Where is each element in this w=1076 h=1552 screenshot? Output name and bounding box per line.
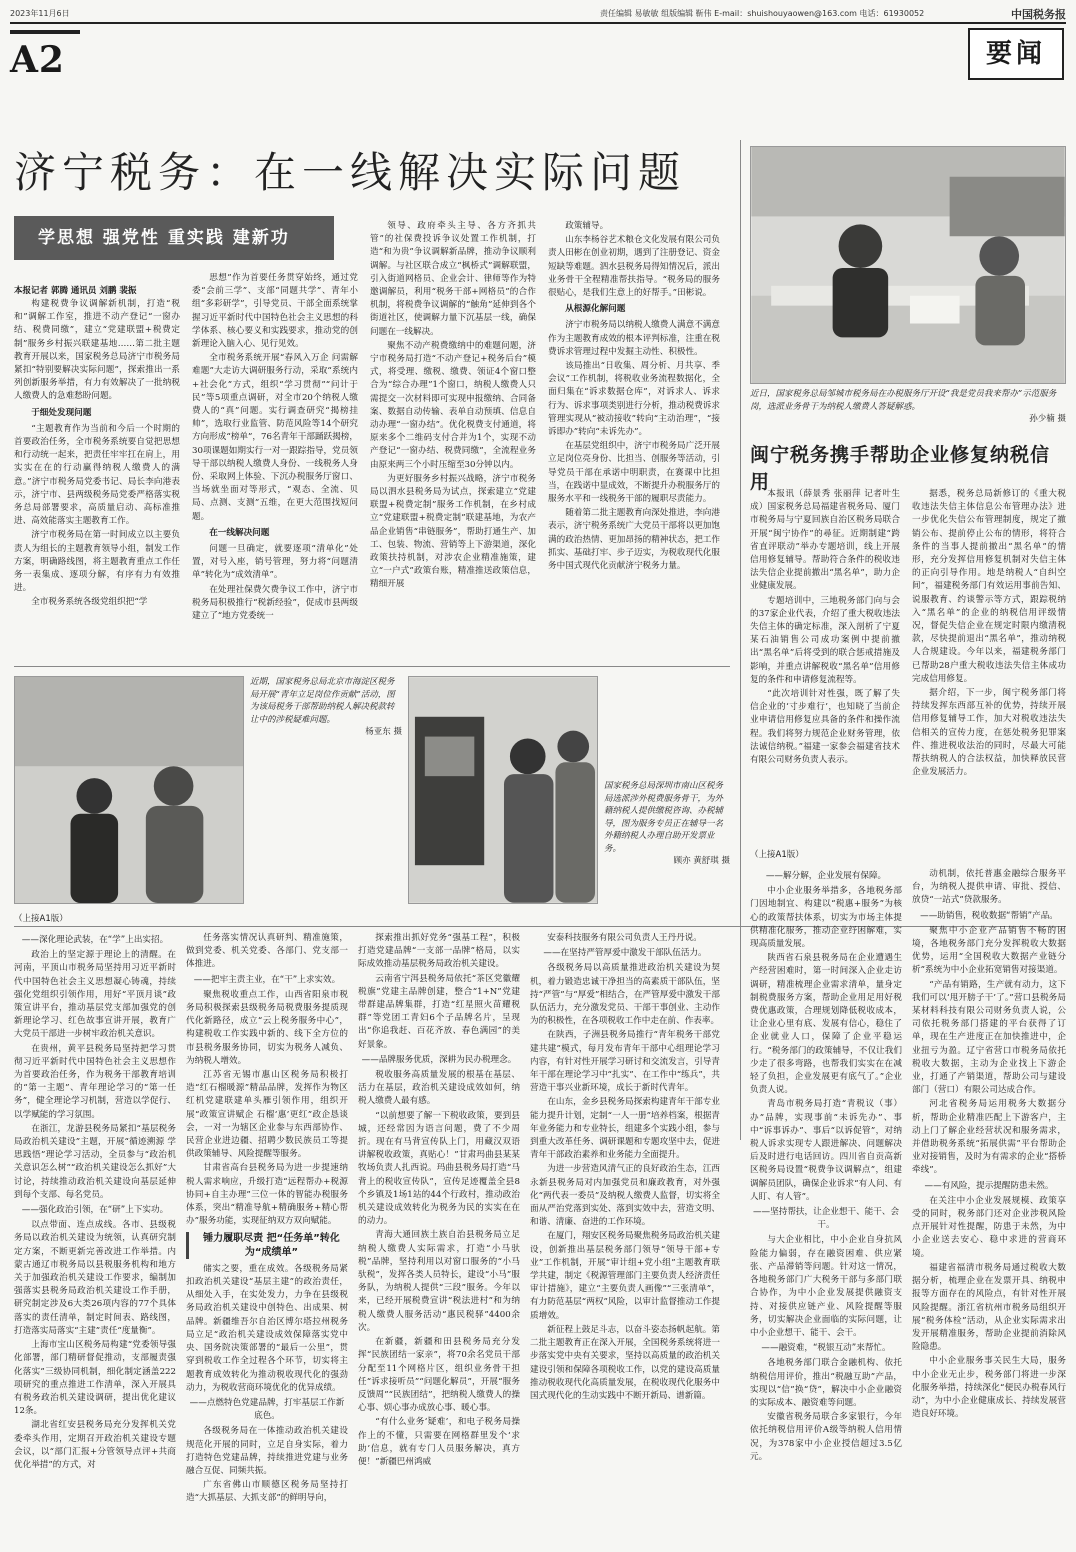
paragraph: “产品有销路，生产就有动力，这下我们可以‘甩开膀子干’了。”营口县税务局某材料科技有限公司财务负责人说，公司依托税务部门搭建的平台获得了订单，现在生产进度正在加快推进中，企业扭亏为盈。辽宁省营口市税务局依托税收大数据，主动为企业找上下游企业，打通了产销渠道，帮助公司与建设部门（营口）有限公司达成合作。	[912, 979, 1066, 1096]
byline: 本报记者 郭腾 通讯员 刘鹏 裴振	[14, 286, 137, 296]
nanshan-illustration	[409, 677, 597, 903]
paragraph: 云南省宁洱县税务局依托“茶区党徽耀税旗”党建主品牌创建，整合“1+N”党建带群建品牌集群，打造“红星照火苗耀税群”等党团工青妇6个子品牌名片，呈现出“你追我赶、百花齐放、春色满园”的美好景象。	[358, 973, 520, 1050]
kicker: ——助销售，税收数据“帮销”产品。	[920, 910, 1058, 921]
paragraph: 聚焦中小企业产品销售不畅的困境，各地税务部门充分发挥税收大数据优势，运用“全国税收大数据产业链分析”系统为中小企业拓宽销售对接渠道。	[912, 925, 1066, 976]
paragraph: 该局推出“日收集、周分析、月共享、季会议”工作机制，将税收业务流程数据化，全面归集在“诉求数据仓库”，对诉求人、诉求行为、诉求事项类别进行分析，推动税费诉求管理实现从“被动接收”转向“主动治理”，“接诉即办”转向“未诉先办”。	[548, 361, 720, 438]
newspaper-name: 中国税务报	[1011, 8, 1066, 21]
paragraph: 陕西省石泉县税务局在企业遭遇生产经营困难时，第一时间深入企业走访调研，精准梳理企业需求清单，量身定制税费服务方案，帮助企业用足用好税费优惠政策，合理规划降低税收成本，让企业心里有底、发展有信心，稳住了企业就业人口，保障了企业平稳运行。“税务部门的政策辅导，不仅让我们少走了很多弯路，也帮我们实实在在减轻了负担，企业发展更有底气了。”企业负责人说。	[750, 953, 902, 1096]
paragraph: 领导、政府牵头主导、各方齐抓共管”的社保费投诉争议处置工作机制，打造“和为贵”争议调解新品牌，推动争议顺利调解。与社区联合成立“枫桥式”调解联盟，引入街道网格员、企业会计、律师等作为特邀调解员，利用“税务干部+网格员”的合作机制，将税费争议调解的“触角”延伸到各个街道社区，使调解力量下沉基层一线，确保问题在一线解决。	[370, 221, 536, 337]
service-hall-illustration	[751, 147, 1065, 383]
side-article-column-1	[750, 488, 900, 844]
paragraph: 安泰科技服务有限公司负责人王丹丹说。	[547, 933, 702, 943]
lower-column-6	[912, 868, 1066, 1544]
paragraph: 随着第二批主题教育向深处推进，李向港表示，济宁税务系统广大党员干部将以更加饱满的政治热情、更加昂扬的精神状态，把工作抓实、基础打牢、步子迈实，为税收现代化服务中国式现代化贡献济宁税务力量。	[548, 508, 720, 572]
paragraph: 据介绍，下一步，闽宁税务部门将持续发挥东西部互补的优势，持续开展信用修复辅导工作，加大对税收违法失信相关的宣传力度，在惩处税务犯罪案件、推进税收法治的同时，尽最大可能帮扶纳税人的合法权益，加快释放民营企业发展活力。	[912, 688, 1066, 778]
main-article-column-4	[548, 220, 720, 644]
paragraph: 任务落实情况认真研判、精准施策，做到党委、机关党委、各部门、党支部一体推进。	[186, 933, 348, 970]
paragraph: 山东李杨谷艺术粮仓文化发展有限公司负责人田彬在创业初期，遇到了注册登记、资金短缺等难题。泗水县税务局得知情况后，派出业务骨干全程精准帮扶指导。“税务局的服务很贴心，是我们生意上的好帮手。”田彬说。	[548, 235, 720, 299]
paragraph: 聚焦不动产税费缴纳中的难题问题，济宁市税务局打造“不动产登记+税务后台”模式，将受理、缴税、缴费、领证4个窗口整合为“综合办理”1个窗口，纳税人缴费人只需提交一次材料即可实现申报缴纳、合同备案、数据自动传输、表单自动预填、信息自动办理“一窗办结”。优化税费支付通道，将原来多个二维码支付合并为1个，实现不动产登记“一窗办结、税费同缴”，全流程业务由原来两三个小时压缩至30分钟以内。	[370, 340, 536, 470]
lower-column-3	[358, 932, 520, 1544]
paragraph: 在贵州，黄平县税务局坚持把学习贯彻习近平新时代中国特色社会主义思想作为首要政治任务，作为税务干部教育培训的“第一主题”、青年理论学习的“第一任务”，健全理论学习机制，营造以学促行、以学赋能的学习氛围。	[14, 1043, 176, 1120]
paragraph: 上海市宝山区税务局构建“党委领导强化部署，部门精研督促推动，支部履责强化落实”三级协同机制，细化制定涵盖222项研究的重点推进工作清单，深入开展具有税务政治机关建设调研，提出优化建议12条。	[14, 1340, 176, 1417]
paragraph: 济宁市税务局以纳税人缴费人满意不满意作为主题教育成效的根本评判标准，注重在税费诉求管理过程中发掘主动性、积极性。	[548, 320, 720, 357]
kicker: ——点燃特色党建品牌，打牢基层工作新底色。	[189, 1397, 345, 1422]
paragraph: 为进一步营造风清气正的良好政治生态，江西永新县税务局对内加强党员和廉政教育，对外强化“两代表一委员”及纳税人缴费人监督，切实将全面从严治党落到实处、落到实效中去，营造文明、和谐、清廉、奋进的工作环境。	[530, 1164, 720, 1228]
paragraph: 新征程上鼓足斗志，以奋斗姿态扬帆起航。第二批主题教育正在深入开展，全国税务系统将进一步落实党中央有关要求，坚持以高质量的政治机关建设引领和保障各项税收工作，以党的建设高质量推动税收现代化高质量发展，在税收现代化服务中国式现代化的生动实践中不断开新局、谱新篇。	[530, 1324, 720, 1401]
paragraph: 青海大通回族土族自治县税务局立足纳税人缴费人实际需求，打造“小马驮税”品牌，坚持利用以对窗口服务的“小马驮税”，发挥各类人员特长，建设“小马”服务队，为纳税人提供“三段”服务。今年以来，已经开展税费宣讲“税法进村”和为纳税人缴费人服务活动“惠民税驿”4400余次。	[358, 1230, 520, 1333]
lower-column-4	[530, 932, 720, 1544]
paragraph: 储实之要，重在成效。各级税务局紧扣政治机关建设“基层主建”的政治责任，从细处入手，在实处发力，力争在县级税务局政治机关建设中创特色、出成果、树品牌。新疆维吾尔自治区博尔塔拉州税务局立足“政治机关建设成效保障落实党中央、国务院决策部署的“最后一公里”，贯穿到税收工作全过程各个环节，切实将主题教育成效转化为推动税收现代化的强劲动力，为税收营商环境优化的优异成绩。	[186, 1263, 348, 1393]
kicker: ——品牌服务优质，深耕为民办税理念。	[361, 1054, 517, 1065]
paragraph: 与大企业相比，中小企业自身抗风险能力偏弱，存在融资困难、供应紧张、产品滞销等问题。针对这一情况，各地税务部门广大税务干部与多部门联合协作，为中小企业发展提供融资支持、对接供应链产业、风险提醒等服务，切实解决企业面临的实际问题，让中小企业想干、能干、会干。	[750, 1235, 902, 1338]
paragraph: 湖北省红安县税务局充分发挥机关党委牵头作用，定期召开政治机关建设专题会议，以“部门汇报+分管领导点评+共商优化举措”的方式，对	[14, 1420, 176, 1470]
paragraph: 河北省税务局运用税务大数据分析，帮助企业精准匹配上下游客户，主动上门了解企业经营状况和服务需求，并借助税务系统“拓展供需”平台帮助企业对接销售，及时为有需求的企业“搭桥牵线”。	[912, 1099, 1066, 1176]
haidian-illustration	[15, 677, 243, 903]
subheading: 在一线解决问题	[209, 527, 270, 538]
photo-haidian-service	[14, 676, 244, 904]
paragraph: 在厦门，翔安区税务局聚焦税务局政治机关建设，创新推出基层税务部门领导“领导干部+专业”工作机制，开展“审计组+党小组”主题教育联学共建，制定《税源管理部门主要负责人经济责任审计措施》，建立“主要负责人画像”“三张清单”，有力防范基层“两权”风险，以审计监督推动工作提质增效。	[530, 1231, 720, 1321]
paragraph: 探索推出抓好党务“强基工程”，积极打造党建品牌“一支部一品牌”格局，以实际成效推动基层税务局政治机关建设。	[358, 933, 520, 970]
paragraph: 中小企业服务事关民生大局，服务中小企业无止步，税务部门将进一步深化服务举措，持续深化“便民办税春风行动”，为中小企业健康成长、持续发展营造良好环境。	[912, 1356, 1066, 1420]
main-headline: 济宁税务：在一线解决实际问题	[14, 148, 687, 197]
paragraph: 构建税费争议调解新机制，打造“税和”调解工作室，推进不动产登记“一窗办结、税费同缴”，建立“党建联盟+税费定制”服务乡村振兴联建基地……第二批主题教育开展以来，国家税务总局济宁市税务局紧扣“特别要解决实际问题”，探索推出一系列创新服务举措，有力有效解决了一批纳税人缴费人的急难愁盼问题。	[14, 299, 180, 402]
paragraph: 全市税务系统开展“春风入万企 问需解难题”大走访大调研服务行动，采取“系统内+社会化”方式，组织“学习贯彻”“问计于民”等5项重点调研，对全市20个纳税人缴费人的“真”问题。实行调查研究“揭榜挂帅”，选取行业监管、防范风险等14个研究方向形成“榜单”，76名青年干部踊跃揭榜，30项课题如期实行一对一跟踪指导，党员领导干部以纳税人缴费人身份、一线税务人身份、采取网上体验、下沉办税服务厅窗口、当场就坐面对等形式，“观态、全流、贝局、点测、支测”五维，在更大范围找短问题。	[192, 353, 358, 522]
main-article-column-1	[14, 298, 180, 644]
kicker: ——解分解，企业发展有保障。	[765, 871, 887, 881]
column-divider	[740, 140, 741, 1140]
kicker: ——强化政治引领，在“研”上下实功。	[21, 1205, 169, 1216]
kicker: ——深化理论武装，在“学”上出实招。	[21, 935, 169, 945]
kicker: ——坚持帮扶，让企业想干、能干、会干。	[752, 1207, 900, 1231]
lower-column-5	[750, 868, 902, 1544]
issue-date: 2023年11月6日	[10, 9, 70, 18]
paragraph: 本报讯（薛景秀 张丽萍 记者叶生成）国家税务总局福建省税务局、厦门市税务局与宁夏回族自治区税务局联合开展“闽宁协作”的尋征。近期制建“跨省直评联动”举办专题培训，线上开展信用修复辅导。帮助符合条件的税收违法失信企业提前撤出“黑名单”，助力企业健康发展。	[750, 489, 900, 592]
photo-nanshan-service	[408, 676, 598, 904]
paragraph: 江苏省无锡市惠山区税务局积极打造“红石榴暖源”精品品牌，发挥作为物区红机党建联建单头雁引领作用，组织开展“政策宣讲赋企 石榴‘惠’更红”政企恳谈会，一对一为辖区企业参与东西部协作、民营企业进边疆、招聘少数民族员工等提供政策辅导、风险提醒等服务。	[186, 1070, 348, 1160]
side-article-title: 闽宁税务携手帮助企业修复纳税信用	[750, 444, 1051, 493]
paragraph: 在浙江，龙游县税务局紧扣“基层税务局政治机关建设”主题，开展“循迹溯源 学思践悟”理论学习活动，全员参与“政治机关意识怎么树”“政治机关建设怎么抓好”大讨论，持续推动政治机关建设向基层延伸到每个支部、每名党员。	[14, 1123, 176, 1200]
section-rule	[14, 666, 730, 667]
kicker: ——在坚持严管厚爱中激发干部队伍活力。	[543, 948, 707, 959]
paragraph: 中小企业服务举措多，各地税务部门因地制宜、构建以“税惠+服务”为核心的政策帮扶体系，切实为市场主体提供精准化服务，推动企业纾困解难，实现高质量发展。	[750, 886, 902, 950]
paragraph: 在关注中小企业发展规模、政策享受的同时，税务部门还对企业涉税风险点开展针对性提醒，防患于未然，为中小企业送去安心、稳中求进的营商环境。	[912, 1195, 1066, 1259]
paragraph: 在处理社保费欠费争议工作中，济宁市税务局积极推行“税新经验”，促成市县两级建立了“地方党委统一	[192, 584, 358, 622]
page-header	[10, 6, 1066, 20]
paragraph: 问题一旦确定，就要逐项“清单化”处置，对号入座，销号管理，努力将“问题清单”转化为“成效清单”。	[192, 544, 358, 581]
photo-credit: 顾亦 黄舒琪 摄	[673, 856, 730, 866]
lower-column-2	[186, 932, 348, 1544]
mini-headline: 锤力履职尽责 把“任务单”转化为“成绩单”	[186, 1232, 348, 1258]
lower-section-rule	[14, 926, 1066, 927]
paragraph: 税收服务高质量发展的根基在基层、活力在基层，政治机关建设成效如何，纳税人缴费人最有感。	[358, 1070, 520, 1107]
paragraph: 广东省佛山市顺德区税务局坚持打造“大抓基层、大抓支部”的鲜明导向，	[186, 1480, 348, 1504]
paragraph: “主题教育作为当前和今后一个时期的首要政治任务，全市税务系统要自觉把思想和行动统一起来，把责任牢牢扛在肩上，用实实在在的行动赢得纳税人缴费人的满意。”济宁市税务局党委书记、局长李向港表示，济宁市、县两级税务局党委严格落实税务总局部署要求，高质量启动、高标准推进、高效能落实主题教育工作。	[14, 423, 180, 527]
paragraph: 济宁市税务局在第一时间成立以主要负责人为组长的主题教育领导小组，制发工作方案，明确路线图，将主题教育重点工作任务一表集成、逐项分解，有序有力有效推进。	[14, 530, 180, 594]
kicker: ——融资难，“税银互动”来帮忙。	[761, 1343, 891, 1354]
paragraph: 青岛市税务局打造“青税议（事）办”品牌，实现事前“未诉先办”、事中“诉事诉办”、事后“以诉促管”，对纳税人诉求实现专人跟进解决、问题解决后及时进行电话回访。四川省自贡高新区税务局设置“税费争议调解点”，组建调解员团队，确保企业诉求“有人问、有人盯、有人管”。	[750, 1099, 902, 1202]
paragraph: 各地税务部门联合金融机构、依托纳税信用评价，推出“税融互助”产品，实现以“信”换“贷”，解决中小企业融资的实际成本、融资难等问题。	[750, 1358, 902, 1408]
caption-text: 近日，国家税务总局邹城市税务局在办税服务厅开设“我是党员我来帮办”示范服务岗，选派业务骨干为纳税人缴费人答疑解惑。	[750, 389, 1057, 412]
paragraph: “此次培训针对性强，既了解了失信企业的‘寸步难行’，也知晓了当前企业申请信用修复应具备的条件和操作流程。我们将努力规范企业财务管理，依法诚信纳税。”福建一家参会福建省技术有限公司财务负责人表示。	[750, 689, 900, 766]
photo-caption-top-right	[750, 388, 1066, 428]
paragraph: 在新疆，新疆和田县税务局充分发挥“民族团结一家亲”，将70余名党员干部分配至11个网格片区，组织业务骨干担任“诉求接听员”“问题化解员”，开展“服务反馈周”“民族团结”，把纳税人缴费人的操心事、烦心事办成放心事、暖心事。	[358, 1337, 520, 1414]
photo-caption-mid-left	[250, 676, 402, 806]
paragraph: 据悉，税务总局新修订的《重大税收违法失信主体信息公布管理办法》进一步优化失信公布管理制度，规定了撤销公布、提前停止公布的情形，将符合条件的当事人提前撤出“黑名单”的情形，充分发挥信用修复机制对失信主体的正向引导作用。地是纳税人“自纠空间”，福建税务部门有效运用事前告知、说服教育、约谈警示等方式，跟踪税纳入“黑名单”的企业的纳税信用评级情况，督促失信企业在规定时限内缴清税款，尽快提前退出“黑名单”，推动纳税人合规建设。今年以来，福建税务部门已帮助28户重大税收违法失信主体成功完成信用修复。	[912, 489, 1066, 684]
subheading: 于细处发现问题	[31, 407, 92, 418]
photo-credit: 杨亚东 摄	[365, 727, 402, 737]
paragraph: 各级税务局以高质量推进政治机关建设为契机，着力锻造忠诚干净担当的高素质干部队伍，坚持“严管”与“厚爱”相结合，在严管厚爱中激发干部队伍活力，充分激发党员、干部干事创业、主动作为的积极性，在各项税收工作中走在前、作表率。	[530, 963, 720, 1027]
caption-text: 国家税务总局深圳市南山区税务局选派涉外税费服务骨干，为外籍纳税人提供缴税咨询、办税辅导，图为服务专员正在辅导一名外籍纳税人办理自助开发票业务。	[604, 781, 724, 854]
photo-caption-mid-right	[604, 780, 730, 904]
paragraph: 在陕西，子洲县税务局推行“青年税务干部党建共建”模式，每月发布青年干部中心组理论学习内容，有针对性开展学习研讨和交流发言，引导青年干部在理论学习中“扎实”、在工作中“练兵”，共营造干事兴业新环境，成长于新时代青年。	[530, 1030, 720, 1094]
paragraph: 思想”作为首要任务贯穿始终，通过党委“会前三学”、支部“同题共学”、青年小组“多彩研学”，引导党员、干部全面系统掌握习近平新时代中国特色社会主义思想的科学体系、核心要义和实践要求，推动党的创新理论入脑入心、见行见效。	[192, 273, 358, 350]
photo-tax-service-hall	[750, 146, 1066, 384]
lower-column-1	[14, 932, 176, 1544]
continued-from-a1-label: （上接A1版）	[14, 914, 68, 924]
paragraph: 动机制，依托普惠金融综合服务平台，为纳税人提供申请、审批、授信、放贷“一站式”贷款服务。	[912, 869, 1066, 906]
section-label: 要闻	[968, 28, 1064, 80]
paragraph: 为更好服务乡村振兴战略，济宁市税务局以泗水县税务局为试点，探索建立“党建联盟+税费定制”服务工作机制，在乡村成立“党建联盟+税费定制”联建基地，为农产品企业销售“串链服务”，帮助打通生产、加工、包装、物流、营销等上下游渠道，深化政策扶持机制，对涉农企业精准施策，建立“一户式”政策台账，精准推送政策信息，精细开展	[370, 473, 536, 590]
caption-text: 近期，国家税务总局北京市海淀区税务局开展“青年立足岗位作贡献”活动，图为该局税务干部帮助纳税人解决税款转让中的涉税疑难问题。	[250, 677, 395, 725]
paragraph: 安徽省税务局联合多家银行，今年依托纳税信用评价A级等纳税人信用情况，为378家中小企业授信超过3.5亿元。	[750, 1412, 902, 1462]
theme-banner: 学思想 强党性 重实践 建新功	[14, 216, 334, 260]
paragraph: 以点带面、连点成线。各市、县级税务局以政治机关建设为统领，认真研究制定方案，不断更新完善改进工作举措。内蒙古通辽市税务局以县税服务机构和地方关于加强政治机关建设工作要求，编制加强落实县税务局政治机关建设工作手册，研究制定涉及6大类26项内容的77个具体落实的责任清单，制定时间表、路线图，打造落实局落实“主建”责任“度量衡”。	[14, 1220, 176, 1336]
paragraph: 在基层党组织中，济宁市税务局广泛开展立足岗位亮身份、比担当、创服务等活动，引导党员干部在承诺中明职责，在赛课中比担当，在践诺中显成效，不断提升办税服务厅的服务水平和一线税务干部的履职尽责能力。	[548, 441, 720, 505]
header-rule	[10, 22, 1066, 24]
subheading: 从根源化解问题	[565, 304, 626, 315]
paragraph: “以前想要了解一下税收政策，要到县城，还经常因为语言问题，费了不少周折。现在有马背宣传队上门，用藏汉双语讲解税收政策，真贴心！”甘肃玛曲县某某牧场负责人扎西说。玛曲县税务局打造“马背上的税收宣传队”，宣传足迹覆盖全县8个乡镇及1场1站的44个行政村，推动政治机关建设成效转化为税务为民的实实在在的动力。	[358, 1110, 520, 1227]
main-article-column-2	[192, 272, 358, 644]
page-number: A2	[10, 30, 80, 88]
paragraph: 专题培训中，三地税务部门向与会的37家企业代表，介绍了重大税收违法失信主体的确定标准，深入剖析了宁夏某石油销售公司成功案例中提前撤出“黑名单”后将受到的联合惩戒措施及影响，并重点讲解税收“黑名单”信用修复的条件和申请修复流程等。	[750, 595, 900, 685]
kicker: ——把牢主责主业，在“干”上求实效。	[193, 974, 341, 985]
photo-credit: 孙少楠 摄	[1029, 414, 1066, 424]
paragraph: 政治上的坚定源于理论上的清醒。在河南，平顶山市税务局坚持用习近平新时代中国特色社会主义思想凝心铸魂，持续强化党组织引领作用，用好“平顶月谈”政策宣讲平台，推动基层党支部加强党的创新理论学习、红色故事宣讲开展，教育广大党员干部进一步树牢政治机关意识。	[14, 950, 176, 1040]
main-article-column-3	[370, 220, 536, 644]
paragraph: 聚焦税收重点工作，山西省阳泉市税务局积极探索县级税务局税费服务提质现代化新路径，成立“云上税务服务中心”，构建税收工作实践中新的、线下全方位的市县税务服务协同，切实为税务人减负、为纳税人增效。	[186, 989, 348, 1066]
paragraph: 全市税务系统各级党组织把“学	[31, 597, 148, 608]
paragraph: 在山东，金乡县税务局探索构建青年干部专业能力提升计划，定制“一人一册”培养档案，根据青年业务能力和专业特长，组建多个实践小组，参与到重大改革任务、调研课题和专题攻坚中去，促进青年干部政治素养和业务能力全面提升。	[530, 1097, 720, 1161]
paragraph: 政策辅导。	[565, 221, 609, 231]
editor-info: 责任编辑 易敏敏 组版编辑 靳伟 E-mail：shuishouyaowen@163.com 电话：61930052	[600, 9, 925, 18]
paragraph: 甘肃省高台县税务局为进一步提速纳税人需求响应，升级打造“远程帮办+税源协同+自主办理”三位一体的智能办税服务体系，突出“精准导航+精确服务+精心帮办”服务功能，实现征纳双方双向赋能。	[186, 1163, 348, 1227]
kicker: ——有风险，提示提醒防患未然。	[924, 1180, 1054, 1191]
side-article-column-2	[912, 488, 1066, 844]
continued-from-a1-label-right: （上接A1版）	[750, 850, 804, 860]
paragraph: 福建省福清市税务局通过税收大数据分析，梳理企业在发票开具、纳税申报等方面存在的风险点，有针对性开展风险提醒。浙江省杭州市税务局组织开展“税务体检”活动，从企业实际需求出发开展精准服务，帮助企业提前消除风险隐患。	[912, 1262, 1066, 1353]
paragraph: “有什么业务‘疑难’，和电子税务局操作上的不懂，只需要在网格群里发个‘求助’信息，就有专门人员服务解决，真方便！”新疆巴州鸿威	[358, 1417, 520, 1467]
paragraph: 各级税务局在一体推动政治机关建设规范化开展的同时，立足自身实际，着力打造特色党建品牌，持续推进党建与业务融合互促、同频共振。	[186, 1426, 348, 1476]
